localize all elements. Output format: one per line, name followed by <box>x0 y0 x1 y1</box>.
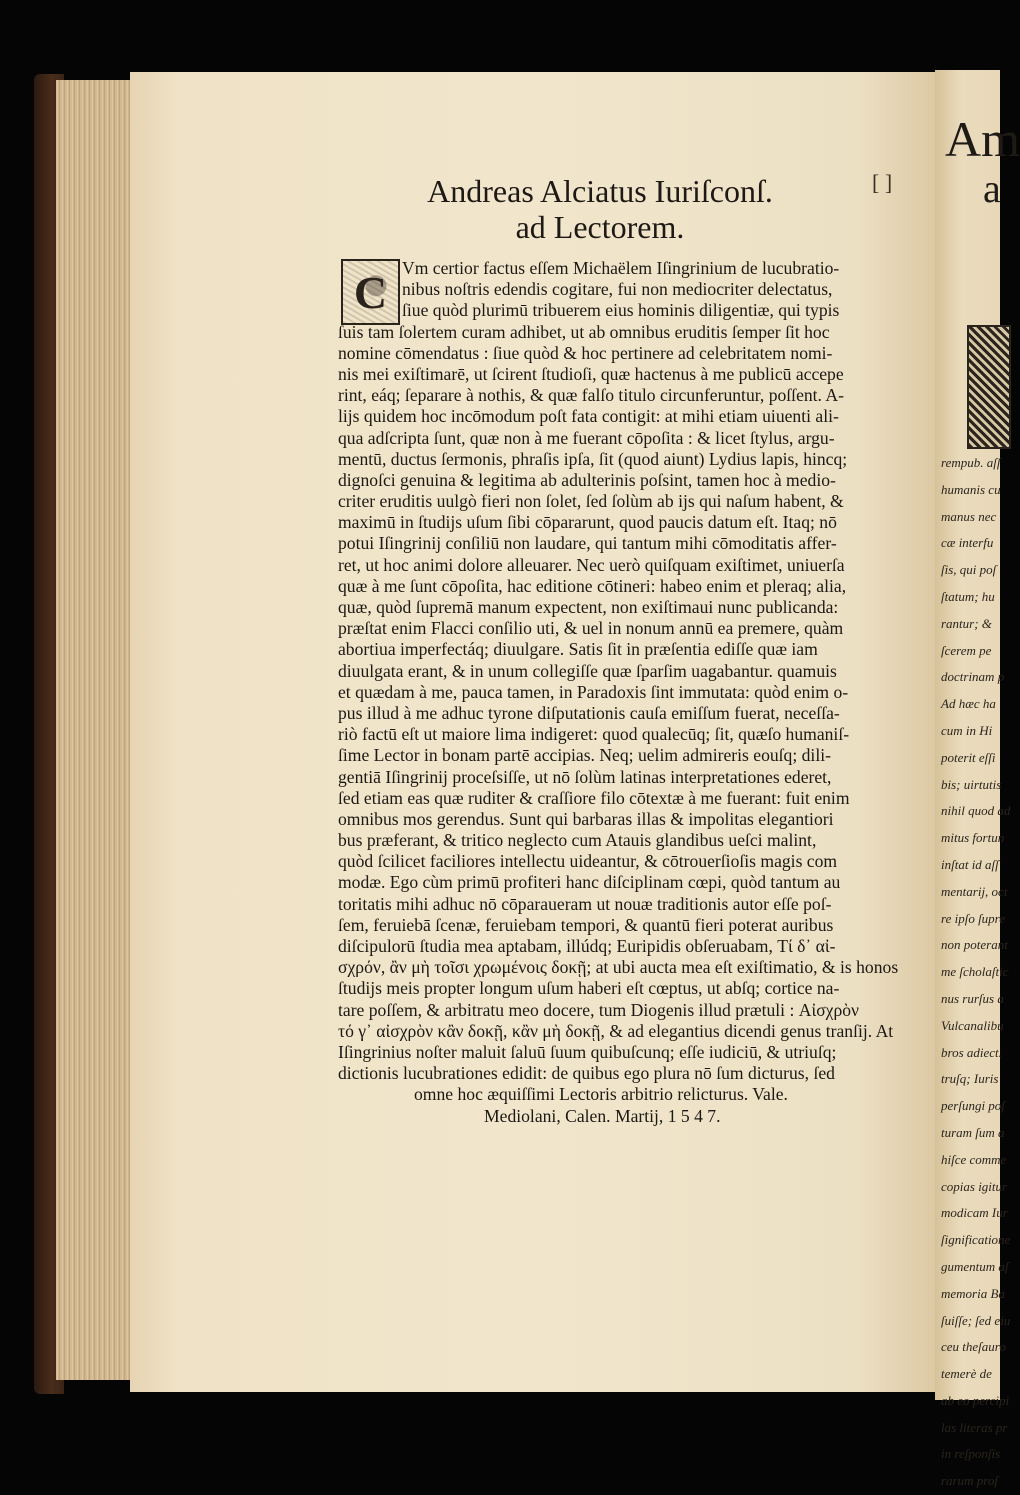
text-line-content: mentū, ductus ſermonis, phraſis ipſa, ſit (quod aiunt) Lydius lapis, hincq; <box>338 448 848 469</box>
text-line <box>338 1021 910 1042</box>
text-line <box>338 745 910 766</box>
text-line <box>338 851 910 872</box>
facing-text-line: memoria Ba <box>941 1285 1005 1301</box>
text-line <box>338 767 910 788</box>
text-line-content: σχρόν, ἂν μὴ τοῖσι χρωμένοις δοκῇ; at ubi aucta mea eſt exiſtimatio, & is honos <box>338 957 899 978</box>
facing-text-line: ceu theſauro <box>941 1339 1006 1355</box>
facing-text-line: humanis cu <box>941 481 1001 497</box>
text-line-content: et quædam à me, pauca tamen, in Paradoxis ſint immutata: quòd enim o- <box>338 681 849 702</box>
text-line <box>338 703 910 724</box>
text-line-content: Vm certior factus eſſem Michaëlem Iſingrinium de lucubratio- <box>402 258 840 278</box>
facing-woodcut-initial <box>967 325 1011 449</box>
margin-bracket-mark: [ ] <box>872 170 893 195</box>
facing-text-line: inſtat id aſſ <box>941 856 999 872</box>
facing-text-line: bis; uirtutis <box>941 776 1002 792</box>
text-line <box>338 872 910 893</box>
text-line <box>338 915 910 936</box>
text-line-content: pus illud à me adhuc tyrone diſputationis cauſa emiſſum fuerat, neceſſa- <box>338 702 840 723</box>
text-line-content: nomine cōmendatus : ſiue quòd & hoc pertinere ad celebritatem nomi- <box>338 342 833 363</box>
facing-text-line: gumentum aſ <box>941 1258 1009 1274</box>
text-line-content: ſed etiam eas quæ ruditer & craſſiore filo cōtextæ à me fuerant: fuit enim <box>338 787 850 808</box>
text-line-content: nis mei exiſtimarē, ut ſcirent ſtudioſi, quæ hactenus à me publicū accepe <box>338 363 844 384</box>
text-line <box>338 533 910 554</box>
text-line <box>338 682 910 703</box>
facing-text-line: rantur; & <box>941 615 992 631</box>
facing-text-line: non poterant <box>941 937 1008 953</box>
text-line-content: τό γ᾽ αἰσχρὸν κἂν δοκῇ, κἂν μὴ δοκῇ, & ad elegantius dicendi genus tranſij. At <box>338 1020 894 1041</box>
text-line-content: criter eruditis uulgò fieri non ſolet, ſed ſolùm ab ijs qui naſum habent, & <box>338 491 844 512</box>
text-line <box>338 809 910 830</box>
text-line <box>338 618 910 639</box>
facing-heading: Am <box>945 111 1020 167</box>
text-line <box>338 449 910 470</box>
text-line-content: quòd ſcilicet faciliores intellectu uideantur, & cōtrouerſioſis magis com <box>338 851 838 872</box>
facing-text-line: ſcerem pe <box>941 642 992 658</box>
facing-page <box>935 70 1020 1489</box>
facing-subheading: a <box>983 166 1001 211</box>
facing-text-line: nus rurſus a <box>941 990 1004 1006</box>
text-line-content: nibus noſtris edendis cogitare, fui non mediocriter delectatus, <box>402 279 833 300</box>
text-line-content: ſtudijs meis propter longum uſum haberi eſt cœptus, ut abſq; cortice na- <box>338 978 840 999</box>
facing-text-line: copias igitur <box>941 1178 1008 1194</box>
text-line-content: riò factū eſt ut maiore lima indigeret: quod qualecūq; ſit, quæſo humaniſ- <box>338 724 850 745</box>
facing-text-line: manus nec <box>941 508 997 524</box>
text-line <box>338 300 910 321</box>
text-line <box>338 491 910 512</box>
text-line-content: ſime Lector in bonam partē accipias. Neq; uelim admireris eouſq; dili- <box>338 745 831 766</box>
letter-body <box>338 258 910 1127</box>
facing-text-line: Vulcanalibu <box>941 1017 1004 1033</box>
facing-text-line: ſis, qui poſ <box>941 562 997 578</box>
text-line-content: lijs quidem hoc incōmodum poſt fata contigit: at mihi etiam uiuenti ali- <box>338 406 839 427</box>
text-line-content: rint, eáq; ſeparare à nothis, & quæ falſo titulo circunferuntur, poſſent. A- <box>338 385 844 406</box>
facing-text-line: Ad hæc ha <box>941 696 996 712</box>
text-line-content: quæ à me ſunt cōpoſita, hac editione cōtineri: habeo enim et pleraq; alia, <box>338 575 847 596</box>
text-line-content: potui Iſingrinij conſiliū non laudare, qui tantum mihi cōmoditatis affer- <box>338 533 837 554</box>
facing-text-line: in reſponſis <box>941 1446 1001 1462</box>
facing-text-line: re ipſo ſupre <box>941 910 1006 926</box>
page-edges <box>56 80 136 1380</box>
text-line-content: omne hoc æquiſſimi Lectoris arbitrio relicturus. Vale. <box>414 1084 788 1105</box>
facing-text-line: temerè de <box>941 1366 992 1382</box>
text-line <box>338 830 910 851</box>
text-line <box>338 576 910 597</box>
facing-text-line: cum in Hi <box>941 722 993 738</box>
text-line <box>338 512 910 533</box>
text-line <box>338 406 910 427</box>
text-line <box>338 894 910 915</box>
text-line-content: Iſingrinius noſter maluit ſaluū ſuum quibuſcunq; eſſe iudiciū, & utriuſq; <box>338 1041 837 1062</box>
text-line <box>338 322 910 343</box>
facing-text-line: hiſce comme <box>941 1151 1007 1167</box>
facing-text-line: las literas pr <box>941 1419 1008 1435</box>
heading-line-1: Andreas Alciatus Iuriſconſ. <box>427 173 773 209</box>
text-line <box>338 364 910 385</box>
text-line-content: dignoſci genuina & legitima ab adulterinis poſsint, tamen hoc à medio- <box>338 469 836 490</box>
facing-text-line: me ſcholaſtic <box>941 964 1009 980</box>
facing-text-line: ſuiſſe; ſed eiu <box>941 1312 1011 1328</box>
facing-text-line: bros adiect. <box>941 1044 1002 1060</box>
text-line-content: tare poſſem, & arbitratu meo docere, tum Diogenis illud prætuli : Αἰσχρὸν <box>338 999 860 1020</box>
text-line <box>338 724 910 745</box>
text-line <box>338 661 910 682</box>
facing-text-line: turam ſum a <box>941 1124 1005 1140</box>
text-line <box>338 1000 910 1021</box>
text-line-content: toritatis mihi adhuc nō cōparaueram ut nouæ traditionis autor eſſe poſ- <box>338 893 832 914</box>
text-line-content: omnibus mos gerendus. Sunt qui barbaras illas & impolitas elegantiori <box>338 808 834 829</box>
text-line <box>338 1042 910 1063</box>
text-line <box>338 555 910 576</box>
text-line-content: gentiā Iſingrinij proceſsiſſe, ut nō ſolùm latinas interpretationes ederet, <box>338 766 832 787</box>
text-line <box>338 788 910 809</box>
facing-text-line: doctrinam p <box>941 669 1005 685</box>
text-line-content: ſuis tam ſolertem curam adhibet, ut ab omnibus eruditis ſemper ſit hoc <box>338 321 830 342</box>
facing-text-line: rarum proſ <box>941 1473 998 1489</box>
text-line <box>338 470 910 491</box>
text-line <box>338 1084 910 1105</box>
heading-line-2: ad Lectorem. <box>515 209 685 245</box>
text-line-content: Mediolani, Calen. Martij, 1 5 4 7. <box>484 1105 721 1126</box>
facing-text-line: mitus fortun <box>941 830 1005 846</box>
facing-text-line: ſtatum; hu <box>941 588 995 604</box>
facing-text <box>941 450 1011 1495</box>
text-line-content: diſcipulorū ſtudia mea aptabam, illúdq; Euripidis obſeruabam, Τί δ᾽ αἰ- <box>338 936 836 956</box>
facing-text-line: mentarij, oct <box>941 883 1008 899</box>
text-line-content: ſiue quòd plurimū tribuerem eius hominis diligentiæ, qui typis <box>402 300 840 321</box>
text-line-content: dictionis lucubrationes edidit: de quibus ego plura nō ſum dicturus, ſed <box>338 1063 835 1084</box>
text-line <box>338 936 910 957</box>
text-line <box>338 1063 910 1084</box>
facing-text-line: nihil quod ad <box>941 803 1011 819</box>
facing-text-line: modicam Iur <box>941 1205 1008 1221</box>
facing-text-line: ab eo percipi <box>941 1392 1010 1408</box>
facing-text-line: ſignificatione <box>941 1232 1011 1248</box>
text-line-content: diuulgata erant, & in unum collegiſſe quæ ſparſim uagabantur. quamuis <box>338 660 837 681</box>
text-line-content: ret, ut hoc animi dolore alleuarer. Nec uerò quiſquam exiſtimet, uniuerſa <box>338 554 845 575</box>
text-line <box>338 1106 910 1127</box>
text-line-content: modæ. Ego cùm primū profiteri hanc diſciplinam cœpi, quòd tantum au <box>338 872 841 893</box>
text-line-content: præſtat enim Flacci conſilio uti, & uel in nonum annū ea premere, quàm <box>338 618 844 639</box>
text-line-content: bus præferant, & tritico neglecto cum Atauis glandibus ueſci malint, <box>338 830 817 851</box>
text-line <box>338 597 910 618</box>
woodcut-initial: C <box>341 259 400 325</box>
text-line <box>338 343 910 364</box>
facing-text-line: cæ interfu <box>941 535 994 551</box>
text-line-content: ſem, feruiebā ſcenæ, feruiebam tempori, & quantū fieri poterat auribus <box>338 914 834 935</box>
text-line-content: abortiua imperfectáq; diuulgare. Satis ſit in præſentia ediſſe quæ iam <box>338 639 818 660</box>
text-line-content: qua adſcripta ſunt, quæ non à me fuerant cōpoſita : & licet ſtylus, argu- <box>338 427 835 448</box>
text-line <box>338 279 910 300</box>
text-line <box>338 385 910 406</box>
facing-text-line: truſq; Iuris <box>941 1071 999 1087</box>
text-line-content: quæ, quòd ſupremā manum expectent, non exiſtimaui nunc publicanda: <box>338 597 839 617</box>
text-line-content: maximū in ſtudijs uſum ſibi cōpararunt, quod paucis datum eſt. Itaq; nō <box>338 512 837 533</box>
text-line <box>338 639 910 660</box>
facing-text-line: perſungi poſ <box>941 1098 1005 1114</box>
text-line <box>338 428 910 449</box>
facing-text-line: rempub. aſſ <box>941 455 1001 470</box>
text-line <box>338 258 910 279</box>
facing-text-line: poterit eſſi <box>941 749 996 765</box>
text-line <box>338 957 910 978</box>
text-line <box>338 978 910 999</box>
